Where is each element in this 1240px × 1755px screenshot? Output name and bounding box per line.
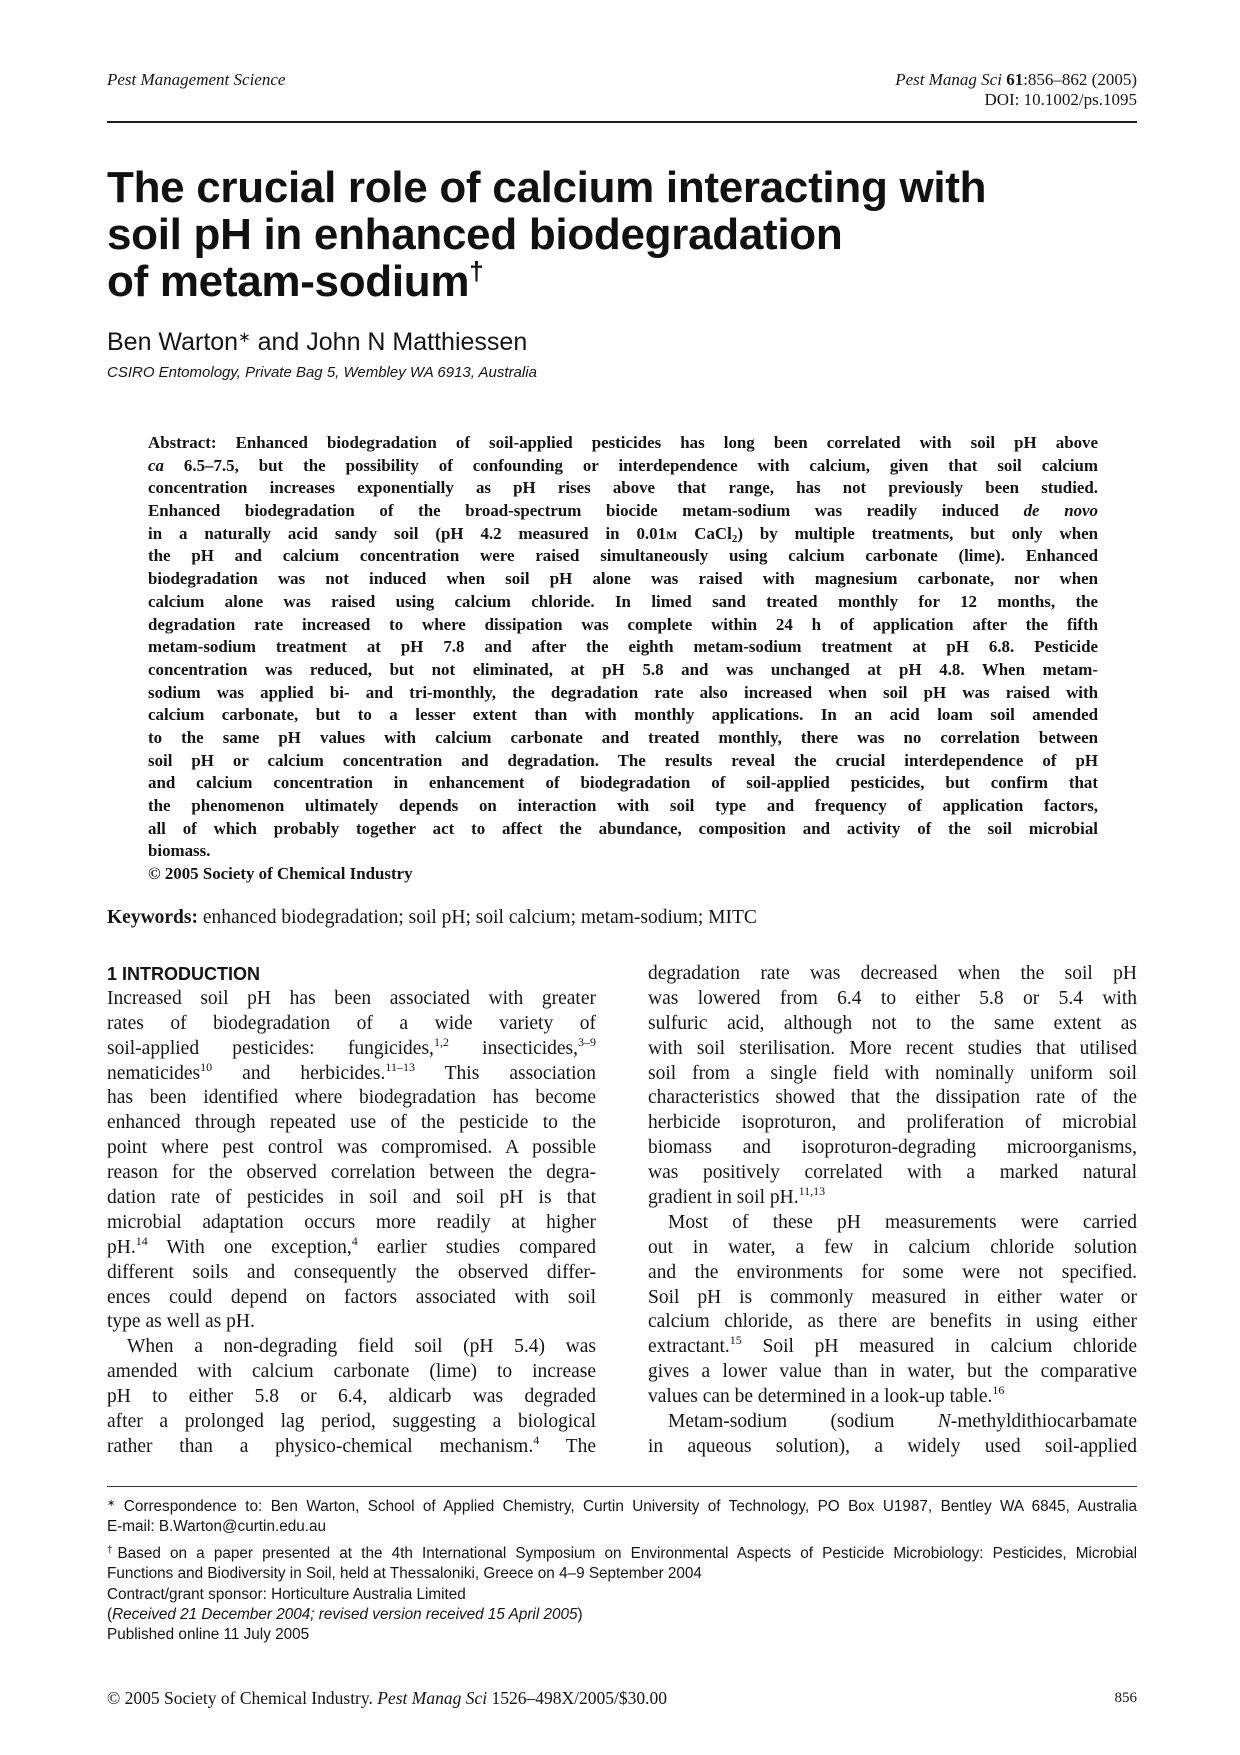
left-column bbox=[107, 962, 596, 1460]
body-line: sulfuric acid, although not to the same extent as bbox=[648, 1012, 1137, 1034]
abstract bbox=[148, 432, 1098, 886]
body-line: after a prolonged lag period, suggesting a biological bbox=[107, 1411, 596, 1433]
body-line: biomass and isoproturon-degrading microorganisms, bbox=[648, 1137, 1137, 1159]
citation-block bbox=[895, 70, 1137, 110]
correspondence-text: Correspondence to: Ben Warton, School of Applied Chemistry, Curtin University of Technology, PO Box U1987, Bentley WA 6845, Australia bbox=[115, 1498, 1137, 1515]
body-text: This association bbox=[414, 1062, 596, 1084]
citation-ref[interactable]: 11–13 bbox=[385, 1061, 415, 1074]
keywords bbox=[107, 906, 757, 930]
citation-ref[interactable]: 1,2 bbox=[433, 1036, 449, 1049]
sponsor-line: Contract/grant sponsor: Horticulture Australia Limited bbox=[107, 1585, 466, 1603]
footer-copyright bbox=[107, 1687, 667, 1709]
abstract-text: Enhanced biodegradation of soil-applied pesticides has long been correlated with soil pH above bbox=[216, 433, 1098, 452]
body-text: The bbox=[539, 1435, 596, 1457]
author-rest: and John N Matthiessen bbox=[250, 328, 528, 356]
abstract-line: and calcium concentration in enhancement of biodegradation of soil-applied pesticides, but confirm that bbox=[148, 773, 1098, 793]
body-line: When a non-degrading field soil (pH 5.4) was bbox=[127, 1336, 596, 1358]
body-line: and the environments for some were not specified. bbox=[648, 1261, 1137, 1283]
body-line bbox=[648, 1385, 1137, 1410]
author-1-mark: ∗ bbox=[238, 329, 251, 346]
body-text: gradient in soil pH. bbox=[648, 1187, 799, 1209]
abstract-italic: de novo bbox=[1023, 501, 1098, 521]
body-line: microbial adaptation occurs more readily at higher bbox=[107, 1211, 596, 1233]
journal-name: Pest Management Science bbox=[107, 70, 286, 89]
abstract-line: sodium was applied bi- and tri-monthly, the degradation rate also increased when soil pH was raised with bbox=[148, 682, 1098, 702]
footer-copyright-text: © 2005 Society of Chemical Industry. bbox=[107, 1688, 378, 1708]
paren: ( bbox=[107, 1605, 113, 1623]
page-number: 856 bbox=[1114, 1690, 1137, 1706]
citation-ref[interactable]: 14 bbox=[135, 1235, 148, 1248]
body-text: extractant. bbox=[648, 1336, 730, 1358]
title-line-3-text: of metam-sodium bbox=[107, 257, 470, 306]
body-line: pH to either 5.8 or 6.4, aldicarb was degraded bbox=[107, 1386, 596, 1408]
paren: ) bbox=[577, 1605, 583, 1623]
body-line: Increased soil pH has been associated with greater bbox=[107, 987, 596, 1009]
footnote-rule bbox=[107, 1486, 1137, 1487]
abstract-copyright: © 2005 Society of Chemical Industry bbox=[148, 864, 413, 884]
citation-ref[interactable]: 4 bbox=[533, 1434, 540, 1447]
abstract-line: to the same pH values with calcium carbonate and treated monthly, there was no correlation between bbox=[148, 727, 1098, 747]
footnotes bbox=[107, 1497, 1137, 1646]
body-line bbox=[648, 1186, 1137, 1211]
body-line: amended with calcium carbonate (lime) to increase bbox=[107, 1361, 596, 1383]
citation-ref[interactable]: 3–9 bbox=[578, 1036, 596, 1049]
body-text: pH. bbox=[107, 1236, 136, 1258]
abstract-line: soil pH or calcium concentration and degradation. The results reveal the crucial interdependence of pH bbox=[148, 750, 1098, 770]
abstract-line: the pH and calcium concentration were raised simultaneously using calcium carbonate (lime). Enhanced bbox=[148, 546, 1098, 566]
body-line: enhanced through repeated use of the pesticide to the bbox=[107, 1112, 596, 1134]
based-on-line-2: Functions and Biodiversity in Soil, held at Thessaloniki, Greece on 4–9 September 2004 bbox=[107, 1565, 702, 1583]
abstract-text: CaCl bbox=[677, 523, 732, 543]
abstract-label: Abstract: bbox=[148, 433, 217, 452]
body-line: rates of biodegradation of a wide variety of bbox=[107, 1012, 596, 1034]
body-line: in aqueous solution), a widely used soil-applied bbox=[648, 1435, 1137, 1457]
body-line: point where pest control was compromised. A possible bbox=[107, 1137, 596, 1159]
abstract-line: concentration increases exponentially as pH rises above that range, has not previously been studied. bbox=[148, 478, 1098, 498]
abstract-line: concentration was reduced, but not eliminated, at pH 5.8 and was unchanged at pH 4.8. When metam- bbox=[148, 659, 1098, 679]
body-line: reason for the observed correlation between the degra- bbox=[107, 1162, 596, 1184]
body-line: type as well as pH. bbox=[107, 1311, 255, 1333]
footer-issn: 1526–498X/2005/$30.00 bbox=[487, 1688, 667, 1708]
body-line bbox=[648, 1335, 1137, 1360]
author-1: Ben Warton bbox=[107, 328, 239, 356]
body-line: characteristics showed that the dissipation rate of the bbox=[648, 1087, 1137, 1109]
abstract-text: ) by multiple treatments, but only when bbox=[737, 523, 1098, 543]
body-text: nematicides bbox=[107, 1062, 201, 1084]
body-line: Soil pH is commonly measured in either water or bbox=[648, 1286, 1137, 1308]
received-line bbox=[107, 1605, 1137, 1625]
citation-ref[interactable]: 16 bbox=[992, 1385, 1005, 1398]
body-italic: N bbox=[937, 1411, 951, 1433]
body-line: degradation rate was decreased when the soil pH bbox=[648, 963, 1137, 984]
abstract-text: in a naturally acid sandy soil (pH 4.2 measured in 0.01 bbox=[148, 523, 667, 543]
section-heading: 1 INTRODUCTION bbox=[107, 964, 260, 984]
citation-ref[interactable]: 11,13 bbox=[798, 1186, 826, 1199]
authors bbox=[107, 327, 527, 357]
title-dagger: † bbox=[469, 256, 484, 286]
abstract-text: Enhanced biodegradation of the broad-spectrum biocide metam-sodium was readily induced bbox=[148, 501, 1024, 521]
subscript: 2 bbox=[731, 532, 738, 545]
abstract-line: metam-sodium treatment at pH 7.8 and after the eighth metam-sodium treatment at pH 6.8. Pesticide bbox=[148, 637, 1098, 657]
abstract-line: calcium alone was raised using calcium chloride. In limed sand treated monthly for 12 months, the bbox=[148, 591, 1098, 611]
body-line bbox=[648, 1410, 1137, 1435]
body-line: herbicide isoproturon, and proliferation of microbial bbox=[648, 1112, 1137, 1134]
molar-unit: M bbox=[666, 527, 678, 542]
abstract-line: the phenomenon ultimately depends on interaction with soil type and frequency of application factors, bbox=[148, 796, 1098, 815]
abstract-line bbox=[148, 455, 1098, 478]
abstract-line: calcium carbonate, but to a lesser extent than with monthly applications. In an acid loam soil amended bbox=[148, 705, 1098, 725]
based-on-text: Based on a paper presented at the 4th International Symposium on Environmental Aspects of Pesticide Microbiology: Pesticides, Microbial bbox=[117, 1544, 1137, 1562]
body-line bbox=[107, 1435, 596, 1460]
abstract-line: all of which probably together act to affect the abundance, composition and activity of the soil microbial bbox=[148, 818, 1098, 838]
body-text: soil-applied pesticides: fungicides, bbox=[107, 1037, 434, 1059]
body-line: different soils and consequently the observed differ- bbox=[107, 1261, 596, 1283]
citation-volume: 61 bbox=[1006, 70, 1024, 89]
citation-ref[interactable]: 10 bbox=[200, 1061, 213, 1074]
body-line bbox=[107, 1236, 596, 1261]
keywords-text: enhanced biodegradation; soil pH; soil calcium; metam-sodium; MITC bbox=[198, 907, 757, 928]
body-text: values can be determined in a look-up table. bbox=[648, 1386, 993, 1408]
abstract-line bbox=[148, 500, 1098, 523]
body-line bbox=[107, 1062, 596, 1087]
citation-pages: :856–862 (2005) bbox=[1023, 70, 1137, 89]
body-line: out in water, a few in calcium chloride solution bbox=[648, 1236, 1137, 1258]
body-line: dation rate of pesticides in soil and soil pH is that bbox=[107, 1187, 596, 1209]
article-title bbox=[107, 164, 1137, 305]
citation bbox=[895, 70, 1137, 90]
body-text: earlier studies compared bbox=[357, 1236, 596, 1258]
body-text: insecticides, bbox=[448, 1037, 579, 1059]
abstract-line: biodegradation was not induced when soil pH alone was raised with magnesium carbonate, nor when bbox=[148, 569, 1098, 589]
body-text: -methyldithiocarbamate bbox=[950, 1411, 1137, 1433]
body-line: ences could depend on factors associated with soil bbox=[107, 1286, 596, 1308]
body-line: calcium chloride, as there are benefits in using either bbox=[648, 1311, 1137, 1333]
citation-journal: Pest Manag Sci bbox=[895, 70, 1002, 89]
body-line: with soil sterilisation. More recent studies that utilised bbox=[648, 1037, 1137, 1059]
doi: DOI: 10.1002/ps.1095 bbox=[984, 90, 1137, 109]
received-text: Received 21 December 2004; revised version received 15 April 2005 bbox=[112, 1605, 578, 1623]
abstract-line: degradation rate increased to where dissipation was complete within 24 h of application after the fifth bbox=[148, 614, 1098, 634]
body-text: Metam-sodium (sodium bbox=[668, 1411, 938, 1433]
title-line-3 bbox=[107, 258, 1137, 305]
title-line-2: soil pH in enhanced biodegradation bbox=[107, 210, 843, 259]
body-text: rather than a physico-chemical mechanism. bbox=[107, 1435, 534, 1457]
body-text: With one exception, bbox=[147, 1236, 352, 1258]
body-line: has been identified where biodegradation has become bbox=[107, 1087, 596, 1109]
body-line: was positively correlated with a marked natural bbox=[648, 1162, 1137, 1184]
keywords-label: Keywords: bbox=[107, 907, 198, 928]
right-column bbox=[648, 962, 1137, 1460]
abstract-text: 6.5–7.5, but the possibility of confounding or interdependence with calcium, given that soil calcium bbox=[163, 455, 1098, 475]
body-line: soil from a single field with nominally uniform soil bbox=[648, 1062, 1137, 1084]
abstract-line bbox=[148, 523, 1098, 546]
body-text: and herbicides. bbox=[212, 1062, 386, 1084]
citation-ref[interactable]: 15 bbox=[729, 1335, 742, 1348]
based-on-footnote bbox=[107, 1544, 1137, 1564]
footnote-mark: ∗ bbox=[107, 1498, 116, 1509]
body-line bbox=[107, 1037, 596, 1062]
abstract-line: biomass. bbox=[148, 841, 211, 861]
header-rule bbox=[107, 121, 1137, 123]
abstract-line bbox=[148, 432, 1098, 455]
body-text: Soil pH measured in calcium chloride bbox=[741, 1336, 1137, 1358]
body-line: Most of these pH measurements were carried bbox=[668, 1211, 1137, 1233]
body-line: gives a lower value than in water, but the comparative bbox=[648, 1361, 1137, 1383]
citation-ref[interactable]: 4 bbox=[351, 1235, 358, 1248]
published-line: Published online 11 July 2005 bbox=[107, 1626, 310, 1644]
abstract-italic: ca bbox=[148, 455, 164, 475]
email-line[interactable]: E-mail: B.Warton@curtin.edu.au bbox=[107, 1518, 327, 1536]
body-line: was lowered from 6.4 to either 5.8 or 5.4 with bbox=[648, 987, 1137, 1009]
footer-journal: Pest Manag Sci bbox=[377, 1688, 488, 1708]
footnote-mark: † bbox=[107, 1544, 118, 1556]
affiliation: CSIRO Entomology, Private Bag 5, Wembley WA 6913, Australia bbox=[107, 364, 537, 381]
correspondence-footnote bbox=[107, 1497, 1137, 1517]
title-line-1: The crucial role of calcium interacting with bbox=[107, 163, 987, 212]
